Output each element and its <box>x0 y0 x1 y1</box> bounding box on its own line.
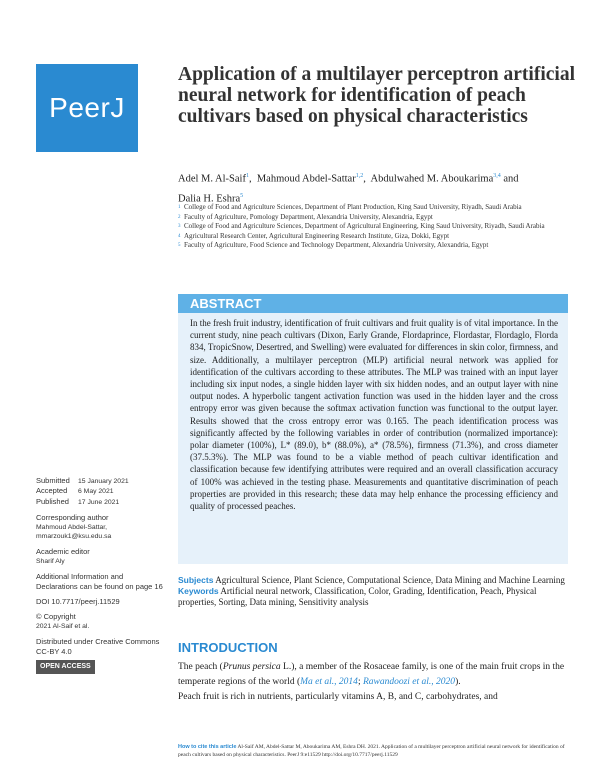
affiliation-item <box>178 203 578 213</box>
copyright-icon: © <box>36 612 44 622</box>
intro-text-part: ; <box>357 677 363 687</box>
affiliation-text: College of Food and Agriculture Sciences, Department of Agricultural Engineering, King Saud University, Riyadh, Saudi Arabia <box>184 222 545 231</box>
corresponding-author-label: Corresponding author <box>36 513 109 523</box>
affiliation-number: 5 <box>178 243 181 249</box>
affiliation-number: 1 <box>178 205 181 210</box>
article-info-sidebar <box>36 476 166 674</box>
paper-title: Application of a multilayer perceptron artificial neural network for identification of peach cultivars based on physical characteristics <box>178 64 575 127</box>
author-name: Abdulwahed M. Aboukarima <box>370 173 494 185</box>
submitted-label: Submitted <box>36 476 70 485</box>
citation-label: How to cite this article <box>178 744 237 750</box>
intro-text-part: The peach ( <box>178 662 223 672</box>
keywords-row <box>178 586 570 608</box>
affiliation-number: 4 <box>178 233 181 239</box>
keywords-text: Artificial neural network, Classification, Color, Grading, Identification, Peach, Physical properties, Sorting, Data mining, Sensitivity analysis <box>178 586 537 607</box>
subjects-row <box>178 575 570 586</box>
author-name: Dalia H. Eshra <box>178 193 241 204</box>
accepted-date-row <box>36 486 166 496</box>
affiliation-number: 2 <box>178 214 181 220</box>
doi-link[interactable]: DOI 10.7717/peerj.11529 <box>36 597 120 607</box>
academic-editor-name: Sharif Aly <box>36 557 65 565</box>
affiliation-marker: 1,2 <box>355 173 364 179</box>
subjects-keywords <box>178 575 570 608</box>
subjects-label: Subjects <box>178 575 214 585</box>
corresponding-author-email[interactable]: mmarzouk1@ksu.edu.sa <box>36 533 112 541</box>
abstract-heading: ABSTRACT <box>178 294 568 313</box>
published-date-row <box>36 497 166 507</box>
affiliation-item <box>178 232 578 242</box>
affiliation-text: Agricultural Research Center, Agricultural Engineering Research Institute, Giza, Dokki, Egypt <box>184 231 450 240</box>
abstract-text: In the fresh fruit industry, identification of fruit cultivars and fruit quality is of vital importance. In the current study, nine peach cultivars (Dixon, Early Grande, Flordaprince, Flordastar, Flordaglo, Florda 834, TropicSnow, Desertred, and Swelling) were evaluated for differences in skin color, firmness, and size. Additionally, a multilayer perceptron (MLP) artificial neural network was applied for identification of the cultivars according to these attributes. The MLP was trained with an input layer including six input nodes, a single hidden layer with six hidden nodes, and an output layer with nine output nodes. A hyperbolic tangent activation function was used in the hidden layer and the cross entropy error was given because the softmax activation function was functional to the output layer. Results showed that the cross entropy error was 0.165. The peach identification process was significantly affected by the following variables in order of contribution (normalized importance): polar diameter (100%), L* (89.0), b* (88.0%), a* (78.5%), firmness (71.3%), and cross diameter (37.5.3%). The MLP was found to be a viable method of peach cultivar identification and classification because few identifying attributes were required and an overall classification accuracy of 100% was achieved in the testing phase. Measurements and quantitative discrimination of peach properties are provided in this research; these data may help enhance the processing efficiency and quality of processed peaches. <box>178 313 568 564</box>
open-access-badge: OPEN ACCESS <box>36 660 95 673</box>
reference-link[interactable]: Ma et al., 2014 <box>300 677 358 687</box>
author-and: and <box>503 173 519 185</box>
published-date: 17 June 2021 <box>78 498 120 506</box>
affiliation-text: College of Food and Agriculture Sciences, Department of Plant Production, King Saud University, Riyadh, Saudi Arabia <box>184 203 522 211</box>
affiliation-item <box>178 222 578 232</box>
peerj-logo <box>36 64 138 152</box>
citation-text: Al-Saif AM, Abdel-Sattar M, Aboukarima AM, Eshra DH. 2021. Application of a multilayer perceptron artificial neural network for identification of peach cultivars based on physical characteristics. PeerJ 9:e11529 http://doi.org/10.7717/peerj.11529 <box>178 744 565 758</box>
author-list: Adel M. Al-Saif$^1$, Mahmoud Abdel-Sattar$^{1,2}$, Abdulwahed M. Aboukarima$^{3,4}$ and Dalia H. Eshra$^5$ <box>178 173 519 204</box>
affiliation-marker: 1 <box>245 173 249 179</box>
citation-footer <box>178 744 570 759</box>
copyright-holder: 2021 Al-Saif et al. <box>36 622 90 630</box>
academic-editor-label: Academic editor <box>36 547 90 557</box>
subjects-text: Agricultural Science, Plant Science, Computational Science, Data Mining and Machine Learning <box>215 575 565 585</box>
published-label: Published <box>36 496 69 506</box>
affiliation-list <box>178 203 578 251</box>
keywords-label: Keywords <box>178 586 219 596</box>
license-note[interactable]: Distributed under Creative Commons CC-BY 4.0 <box>36 637 160 656</box>
corresponding-author-name: Mahmoud Abdel-Sattar, <box>36 523 108 531</box>
intro-text-part: L.), a member of the Rosaceae family, is one of the main fruit crops in the temperate regions of the world ( <box>178 662 565 687</box>
affiliation-item <box>178 241 578 251</box>
accepted-label: Accepted <box>36 486 68 496</box>
accepted-date: 6 May 2021 <box>78 488 114 496</box>
additional-info-note: Additional Information and Declarations can be found on page 16 <box>36 572 163 591</box>
affiliation-number: 3 <box>178 224 181 230</box>
author-name: Mahmoud Abdel-Sattar <box>256 173 356 185</box>
reference-link[interactable]: Rawandoozi et al., 2020 <box>362 677 456 687</box>
submitted-date-row <box>36 476 166 486</box>
author-name: Adel M. Al-Saif <box>178 173 246 185</box>
affiliation-text: Faculty of Agriculture, Food Science and Technology Department, Alexandria University, Alexandria, Egypt <box>184 241 489 250</box>
intro-text-part: Peach fruit is rich in nutrients, particularly vitamins A, B, and C, carbohydrates, and <box>178 692 498 702</box>
affiliation-item <box>178 213 578 223</box>
species-name: Prunus persica <box>222 662 281 672</box>
affiliation-marker: 3,4 <box>493 173 501 179</box>
affiliation-marker: 5 <box>240 192 244 199</box>
logo-text: PeerJ <box>49 92 125 123</box>
introduction-text <box>178 660 570 705</box>
submitted-date: 15 January 2021 <box>78 478 129 485</box>
copyright-label: Copyright <box>43 612 76 622</box>
copyright-row <box>36 612 166 621</box>
affiliation-text: Faculty of Agriculture, Pomology Department, Alexandria University, Alexandria, Egypt <box>184 212 433 221</box>
introduction-heading: INTRODUCTION <box>178 640 278 655</box>
intro-text-part: ). <box>455 677 461 687</box>
